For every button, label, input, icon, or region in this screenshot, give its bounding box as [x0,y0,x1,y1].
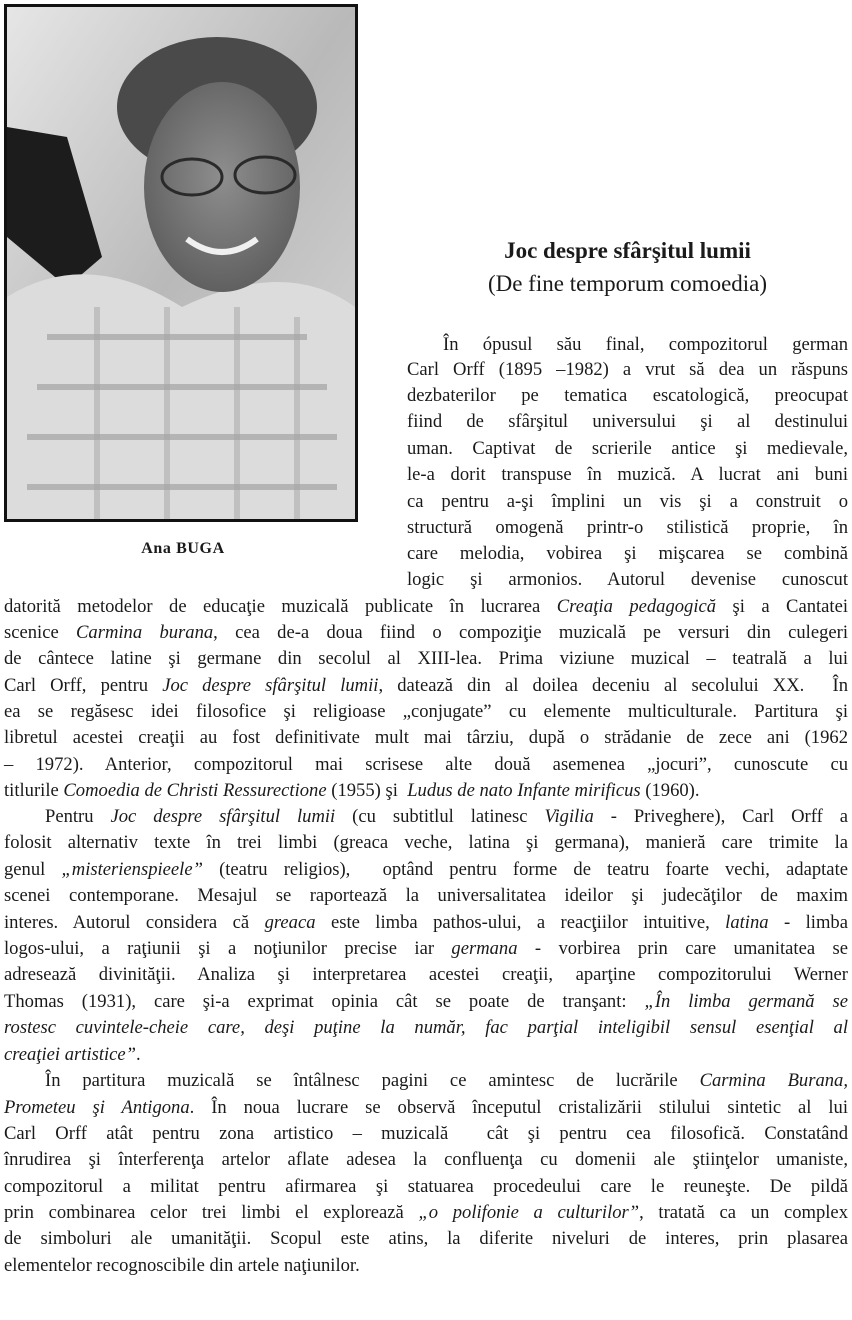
text-segment: - vorbirea prin care umanitatea se [517,938,848,959]
text-segment: . În noua lucrare se observă începutul cristalizării stilului sintetic al lui [189,1097,848,1118]
text-segment: Pentru [45,806,111,827]
text-line [407,357,848,383]
text-segment: , cea de-a doua fiind o compoziţie muzicală pe versuri din culegeri [213,622,848,643]
text-line [4,910,848,936]
italic-text: Comoedia de Christi Ressurectione [63,780,327,801]
text-segment: (1955) şi [326,780,408,801]
text-segment: dezbaterilor pe tematica escatologică, preocupat [407,385,848,406]
text-line [4,1042,848,1068]
text-line [4,883,848,909]
text-segment: Carl Orff, pentru [4,675,163,696]
text-line [4,804,848,830]
text-segment: care melodia, vobirea şi mişcarea se combină [407,543,848,564]
text-line [4,594,848,620]
text-line [407,567,848,593]
italic-text: Carmina burana [76,622,214,643]
text-line [407,383,848,409]
text-line [4,830,848,856]
text-segment: (cu subtitlul latinesc [335,806,545,827]
italic-text: Prometeu şi Antigona [4,1097,190,1118]
text-segment: este limba pathos-ului, a reacţiilor intuitive, [315,912,726,933]
italic-text: germana [451,938,518,959]
italic-text: latina [725,912,769,933]
text-segment: prin combinarea celor trei limbi el explorează [4,1202,419,1223]
text-line [4,989,848,1015]
text-line [4,1095,848,1121]
italic-text: rostesc cuvintele-cheie care, deşi puţine la număr, fac parţial inteligibil sensul esenţial al [4,1017,848,1038]
italic-text: Joc despre sfârşitul lumii [110,806,336,827]
text-line [407,541,848,567]
text-line [4,1200,848,1226]
italic-text: Creaţia pedagogică [556,596,717,617]
photo-caption: Ana BUGA [141,540,225,557]
text-line [4,1174,848,1200]
text-segment: Carl Orff (1895 –1982) a vrut să dea un răspuns [407,359,848,380]
author-photo [4,4,358,522]
text-segment: . [136,1044,141,1065]
text-line [4,1015,848,1041]
text-line [4,752,848,778]
italic-text: Joc despre sfârşitul lumii [162,675,379,696]
text-segment: În partitura muzicală se întâlnesc pagini ce amintesc de lucrările [45,1070,700,1091]
italic-text: „misterienspieele” [61,859,203,880]
italic-text: „În limba germană se [644,991,848,1012]
text-segment: folosit alternativ texte în trei limbi (greaca veche, latina şi germana), manieră care trimite la [4,832,848,853]
author-portrait-image [7,7,355,519]
text-line [407,436,848,462]
text-line [4,725,848,751]
text-line [4,962,848,988]
text-line [4,778,848,804]
text-segment: le-a dorit transpuse în muzică. A lucrat ani buni [407,464,848,485]
text-segment: fiind de sfârşitul universului şi al destinului [407,411,848,432]
article-subtitle: (De fine temporum comoedia) [487,271,768,296]
text-line [407,515,848,541]
text-segment: logos-ului, a raţiunii şi a noţiunilor precise iar [4,938,452,959]
text-segment: interes. Autorul considera că [4,912,265,933]
text-segment: şi a Cantatei [716,596,849,617]
italic-text: „o polifonie a culturilor” [418,1202,640,1223]
text-line [4,857,848,883]
text-line [4,620,848,646]
italic-text: Ludus de nato Infante mirificus [407,780,641,801]
text-segment: – 1972). Anterior, compozitorul mai scrisese alte două asemenea „jocuri”, cunoscute cu [4,754,848,775]
text-segment: (1960). [640,780,700,801]
text-segment: genul [4,859,62,880]
text-segment: Carl Orff atât pentru zona artistico – muzicală cât şi pentru cea filosofică. Constatând [4,1123,848,1144]
text-line [407,332,848,358]
text-segment: structură omogenă printr-o stilistică proprie, în [407,517,848,538]
text-line [4,1121,848,1147]
text-line [4,1068,848,1094]
text-segment: - limba [768,912,848,933]
text-segment: titlurile [4,780,64,801]
text-line [407,409,848,435]
text-line [4,699,848,725]
text-segment: uman. Captivat de scrierile antice şi medievale, [407,438,848,459]
text-segment: În ópusul său final, compozitorul german [443,334,848,355]
text-segment: scenice [4,622,77,643]
text-line [4,1253,848,1279]
text-segment: scenei contemporane. Mesajul se raportează la universalitatea ideilor şi judecăţilor de maxim [4,885,848,906]
text-segment: de cântece latine şi germane din secolul al XIII-lea. Prima viziune muzical – teatrală a lui [4,648,848,669]
text-segment: înrudirea şi înterferenţa artelor aflate adesea la confluenţa cu domenii ale ştiinţelor umaniste, [4,1149,848,1170]
text-segment: elementelor recognoscibile din artele naţiunilor. [4,1255,360,1276]
italic-text: creaţiei artistice” [4,1044,137,1065]
text-segment: datorită metodelor de educaţie muzicală publicate în lucrarea [4,596,557,617]
text-segment: compozitorul a militat pentru afirmarea şi statuarea procedeului care le reuneşte. De pildă [4,1176,848,1197]
text-line [4,673,848,699]
text-line [4,1226,848,1252]
text-segment: adresează divinităţii. Analiza şi interpretarea acestei creaţii, aparţine compozitorului Werner [4,964,848,985]
text-segment: , tratată ca un complex [639,1202,848,1223]
text-segment: Thomas (1931), care şi-a exprimat opinia cât se poate de tranşant: [4,991,645,1012]
text-line [4,1147,848,1173]
text-line [407,489,848,515]
text-segment: - Priveghere), Carl Orff a [593,806,848,827]
text-segment: (teatru religios), optând pentru forme de teatru foarte vechi, adaptate [202,859,848,880]
text-line [407,462,848,488]
italic-text: Carmina Burana, [699,1070,849,1091]
text-line [4,646,848,672]
text-segment: , datează din al doilea deceniu al secolului XX. În [378,675,849,696]
text-line [4,936,848,962]
article-title: Joc despre sfârşitul lumii [504,238,751,263]
article-heading [405,234,850,300]
italic-text: Vigilia [544,806,594,827]
text-segment: ca pentru a-şi împlini un vis şi a construit o [407,491,848,512]
italic-text: greaca [264,912,316,933]
text-segment: ea se regăsesc idei filosofice şi religioase „conjugate” cu elemente multiculturale. Partitura şi [4,701,848,722]
text-segment: de simboluri ale umanităţii. Scopul este atins, la diferite niveluri de interes, prin plasarea [4,1228,848,1249]
text-segment: libretul acestei creaţii au fost definitivate mult mai târziu, după o strădanie de zece ani (1962 [4,727,848,748]
text-segment: logic şi armonios. Autorul devenise cunoscut [407,569,848,590]
